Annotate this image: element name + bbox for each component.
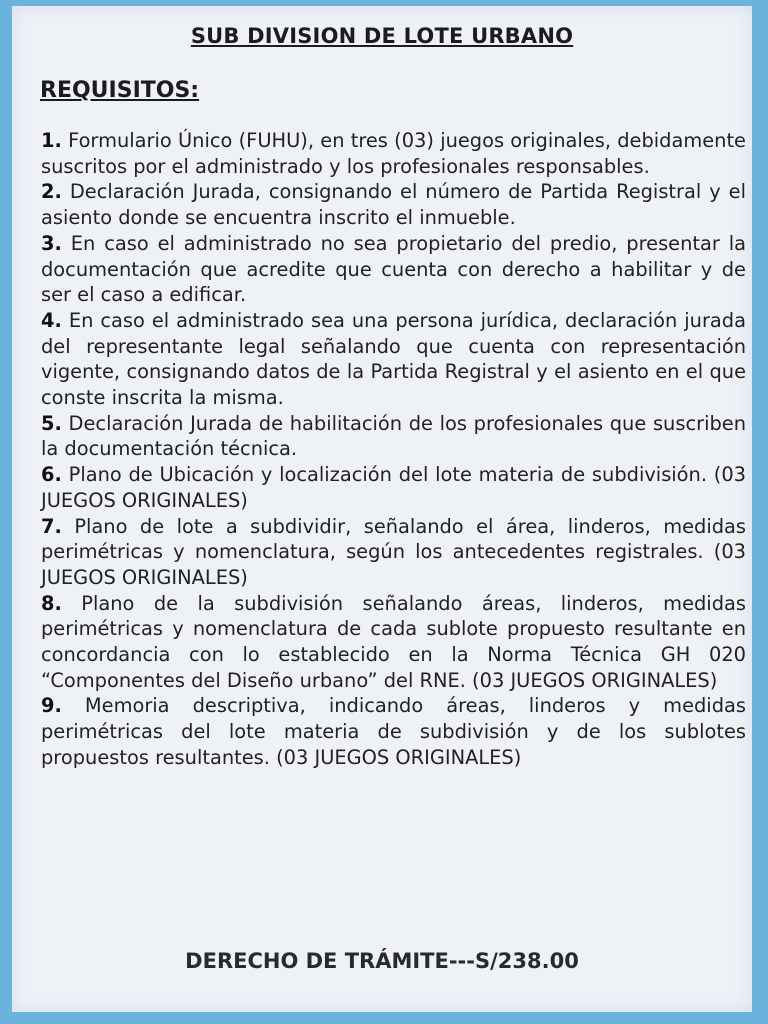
requirement-item (41, 128, 746, 179)
requirements-heading: REQUISITOS: (40, 78, 200, 103)
requirement-item (41, 179, 746, 230)
requirement-item (41, 231, 746, 308)
requirement-text: Plano de la subdivisión señalando áreas, linderos, medidas perimétricas y nomenclatura de cada sublote propuesto resultante en concordancia con lo establecido en la Norma Técnica GH 020 “Componentes del Diseño urbano” del RNE. (03 JUEGOS ORIGINALES) (41, 591, 746, 692)
requirement-item (41, 462, 746, 513)
document-sheet (12, 6, 752, 1012)
document-title: SUB DIVISION DE LOTE URBANO (190, 24, 574, 48)
processing-fee: DERECHO DE TRÁMITE---S/238.00 (185, 949, 579, 973)
requirement-number: 1. (41, 129, 62, 152)
requirement-number: 4. (41, 308, 62, 332)
requirement-item (41, 411, 746, 462)
requirement-text: Declaración Jurada de habilitación de los profesionales que suscriben la documentación técnica. (41, 411, 746, 461)
requirement-text: Formulario Único (FUHU), en tres (03) juegos originales, debidamente suscritos por el administrado y los profesionales responsables. (41, 129, 746, 178)
requirement-number: 2. (41, 180, 62, 204)
requirement-item (41, 308, 746, 411)
requirement-item (41, 514, 746, 591)
requirement-text: Plano de Ubicación y localización del lote materia de subdivisión. (03 JUEGOS ORIGINALES) (41, 463, 746, 512)
requirements-list (41, 128, 746, 771)
requirement-item (41, 693, 746, 770)
requirement-text: Plano de lote a subdividir, señalando el área, linderos, medidas perimétricas y nomenclatura, según los antecedentes registrales. (03 JUEGOS ORIGINALES) (41, 514, 746, 589)
requirement-number: 7. (41, 514, 62, 538)
requirement-item (41, 591, 746, 694)
requirement-number: 5. (41, 411, 62, 435)
requirement-number: 9. (41, 694, 62, 718)
requirement-number: 3. (41, 231, 62, 255)
requirement-text: En caso el administrado sea una persona jurídica, declaración jurada del representante legal señalando que cuenta con representación vigente, consignando datos de la Partida Registral y el asiento en el que conste inscrita la misma. (41, 308, 746, 410)
requirement-number: 8. (41, 591, 62, 615)
requirement-text: Memoria descriptiva, indicando áreas, linderos y medidas perimétricas del lote materia de subdivisión y de los sublotes propuestos resultantes. (03 JUEGOS ORIGINALES) (41, 694, 746, 769)
requirement-text: En caso el administrado no sea propietario del predio, presentar la documentación que acredite que cuenta con derecho a habilitar y de ser el caso a edificar. (41, 231, 747, 307)
requirement-number: 6. (41, 463, 62, 487)
requirement-text: Declaración Jurada, consignando el número de Partida Registral y el asiento donde se encuentra inscrito el inmueble. (41, 180, 746, 230)
